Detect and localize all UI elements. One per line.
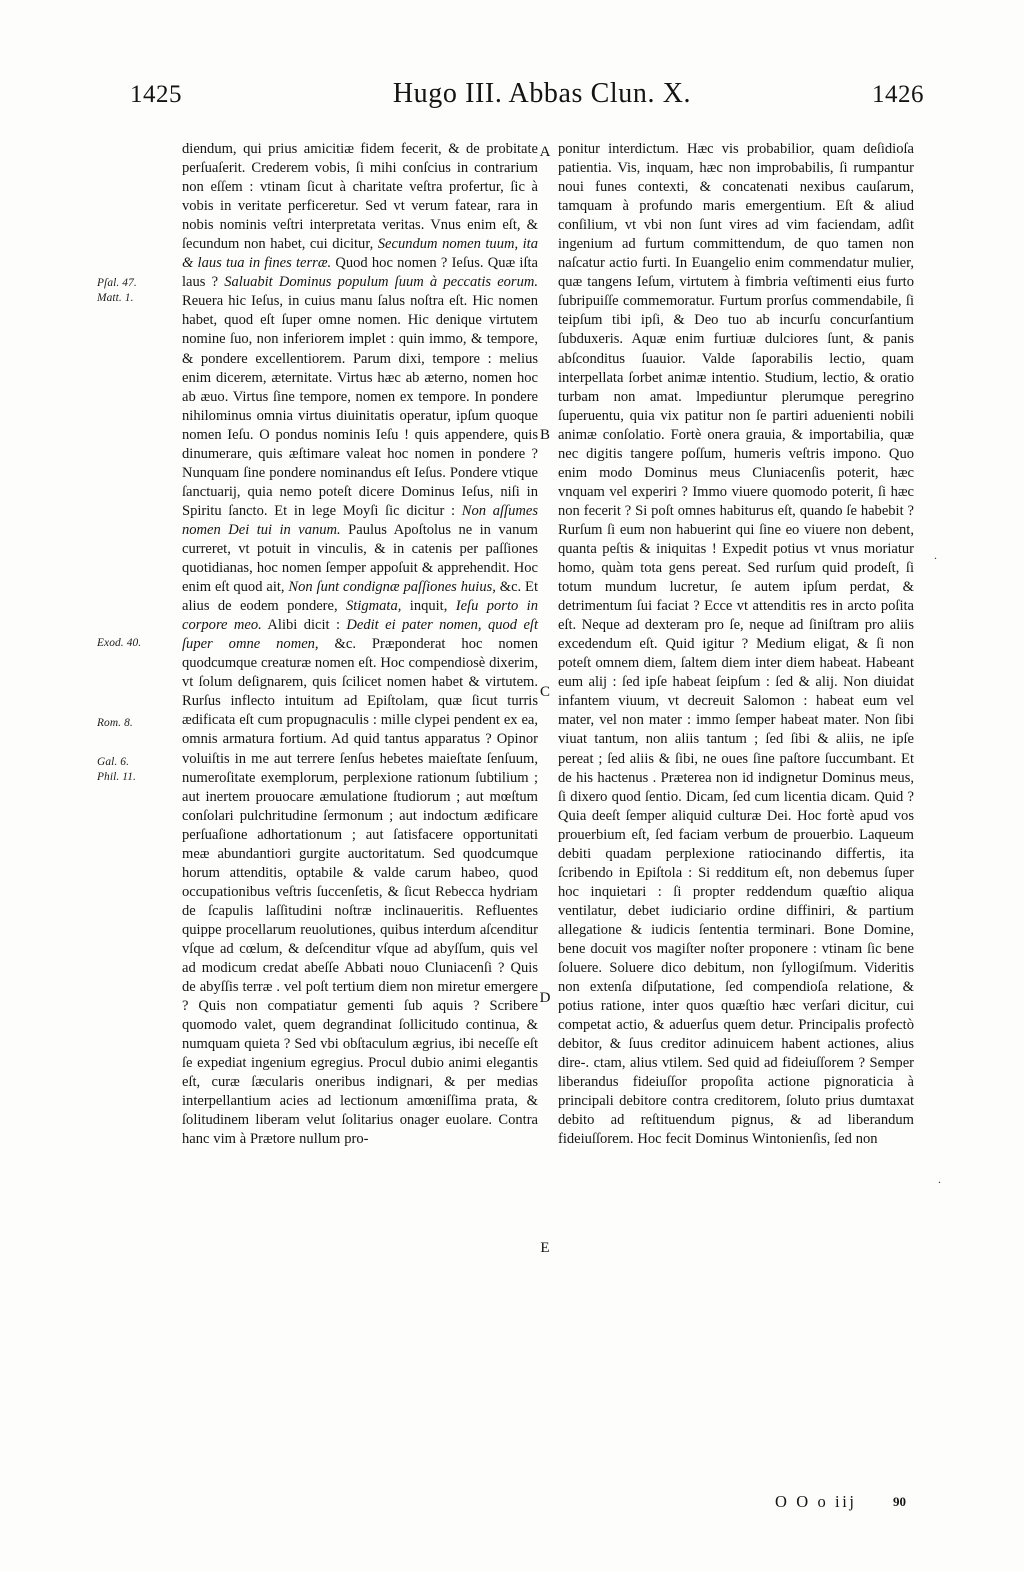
quoted-scripture: Saluabit Dominus populum ſuum à peccatis eorum. (224, 274, 538, 291)
margin-note-line: Gal. 6. (97, 756, 130, 768)
quoted-scripture: Dedit ei pater nomen, quod eſt ſuper omne nomen, (182, 617, 538, 653)
section-letter-a: A (539, 144, 551, 160)
margin-note-line: Exod. 40. (97, 637, 142, 649)
signature-line (0, 1492, 1024, 1514)
signature-page-number: 90 (893, 1494, 906, 1509)
margin-note-gal-6 (97, 755, 183, 784)
running-head (130, 78, 924, 124)
column-left (182, 140, 538, 1149)
column-right-text: ponitur interdictum. Hæc vis probabilior, quam deſidioſa patientia. Vis, inquam, hæc non improbabilis, ſi rumpantur noui funes contexti, & concatenati nexibus cauſarum, tamquam à profundo maris emergentium. Eſt & aliud conſilium, vt vbi non ſunt vires ad vim faciendam, adſit ingenium ad furtum committendum, de quo tamen non naſcatur actio furti. In Euangelio enim commendatur mulier, quæ tangens Ieſum, virtutem à fimbria veſtimenti eius furto ſubripuiſſe commemoratur. Furtum prorſus commendabile, ſi teipſum tibi ipſi, & Deo tuo ab incurſu concurſantium ſubduxeris. Aquæ enim furtiuæ dulciores ſunt, & panis abſconditus ſuauior. Valde ſaporabilis lectio, quam interpellata ſorbet animæ intentio. Studium, lectio, & oratio turbam non amat. lmpediuntur plerumque peregrino ſuperuentu, quia vix patitur non ſe partiri aduenienti nobili animæ conſolatio. Fortè onera grauia, & importabilia, quæ nec digitis tangere poſſum, humeris veſtris impono. Quo enim modo Dominus meus Cluniacenſis poterit, hæc vnquam vel experiri ? Immo viuere quomodo poterit, ſi hæc non fecerit ? Si poſt omnes habiturus eſt, quando ſe habebit ? Rurſum ſi eum non habuerint qui ſine eo viuere non debent, quanta peſtis & iniquitas ! Expedit potius vt vnus moriatur homo, quàm tota gens pereat. Sed rurſum quid prodeſt, ſi totum mundum lucretur, ſe autem ipſum perdat, & detrimentum ſui faciat ? Ecce vt attenditis res in arcto poſita eſt. Neque ad dexteram pro ſe, neque ad ſiniſtram pro aliis excedendum eſt. Quid igitur ? Medium eligat, & ſi non poteſt omnem diem, ſaltem diem inter diem habeat. Habeant eum alij : ſed ipſe habeat ſeipſum : ſed & alij. Non diuidat infantem viuum, vt decreuit Salomon : habeat eum vel mater, vel non mater : immo ſemper habeat mater. Non ſibi viuat tantum, non aliis tantum ; ſed ſibi & aliis, ne ipſe pereat ; ſed aliis & ſibi, ne oues ſine paſtore ſuccumbant. Et de his hactenus . Præterea non id indignetur Dominus meus, ſi dixero quod ſentio. Dicam, ſed cum licentia dicam. Quid ? Quia deeſt ſemper aliquid culturæ Dei. Hoc fortè apud vos prouerbium eſt, ſed faciam verbum de prouerbio. Laqueum debiti quadam perplexione ratiocinando differtis, ita ſcribendo in Epiſtola : Si redditum eſt, non debemus ſuper hoc inquietari : ſi propter reddendum quæſtio aliqua ventilatur, debet iudiciario ordine diffiniri, & partium allegatione & iudicis ſententia terminari. Bone Domine, bene docuit vos magiſter noſter proponere : vtinam ſic bene ſoluere. Soluere dico debitum, non ſyllogiſmum. Videritis non extenſa diſputatione, ſed compendioſa relatione, & potius ratione, inter quos quæſtio hæc verſari dicitur, cui competat actio, & aduerſus quem detur. Principalis profectò debitor, & ſuus creditor adinuicem habent actiones, alius dire-. ctam, alius vtilem. Sed quid ad fideiuſſorem ? Semper liberandus fideiuſſor propoſita actione pignoraticia à principali debitore contra creditorem, ſoluto prius dumtaxat debito ad reſtituendum pignus, & ad liberandum fideiuſſorem. Hoc fecit Dominus Wintonienſis, ſed non (558, 141, 914, 1148)
margin-note-line: Rom. 8. (97, 717, 133, 729)
margin-note-line: Matt. 1. (97, 291, 134, 304)
folio-number-left: 1425 (130, 81, 182, 108)
margin-note-exod-40 (97, 636, 183, 651)
section-letter-d: D (539, 990, 551, 1006)
margin-note-rom-8 (97, 716, 183, 731)
page-title: Hugo III. Abbas Clun. X. (392, 78, 692, 109)
section-letter-c: C (539, 684, 550, 700)
section-letter-e: E (540, 1240, 550, 1256)
quoted-scripture: Non ſunt condignæ paſſiones huius, (288, 579, 496, 596)
quoted-scripture: Non aſſumes nomen Dei tui in vanum. (182, 502, 538, 538)
column-right (558, 140, 914, 1149)
margin-note-line: Phil. 11. (97, 770, 136, 783)
column-left-text: diendum, qui prius amicitiæ fidem fecerit, & de probitate perſuaſerit. Crederem vobis, ſi mihi conſcius in contrarium non eſſem : vtinam ſicut à charitate veſtra profertur, ſic à vobis in veritate perficeretur. Sed vt verum fatear, rara in nobis nominis veſtri interpretata veritas. Vnus enim eſt, & ſecundum non habet, cui dicitur, Secundum nomen tuum, ita & laus tua in fines terræ. Quod hoc nomen ? Ieſus. Quæ iſta laus ? Saluabit Dominus populum ſuum à peccatis eorum. Reuera hic Ieſus, in cuius manu ſalus noſtra eſt. Hic nomen habet, quod eſt ſuper omne nomen. Hic denique virtutem nomine ſuo, non inferiorem implet : quin immo, & tempore, & pondere excellentiorem. Parum dixi, tempore : melius enim dicerem, æternitate. Virtus hæc ab æterno, nomen hoc ab æuo. Virtus ſine tempore, nomen ex tempore. In pondere nihilominus omnia virtus diuinitatis operatur, ipſum quoque nomen Ieſu. O pondus nominis Ieſu ! quis appendere, quis dinumerare, quis æſtimare valeat hoc nomen in pondere ? Nunquam ſine pondere nominandus eſt Ieſus. Pondere vtique ſanctuarij, quia nemo poteſt dicere Dominus Ieſus, niſi in Spiritu ſancto. Et in lege Moyſi ſic dicitur : Non aſſumes nomen Dei tui in vanum. Paulus Apoſtolus ne in vanum curreret, vt potuit in vinculis, & in catenis per paſſiones quotidianas, hoc nomen ſemper appoſuit & apprehendit. Hoc enim eſt quod ait, Non ſunt condignæ paſſiones huius, &c. Et alius de eodem pondere, Stigmata, inquit, Ieſu porto in corpore meo. Alibi dicit : Dedit ei pater nomen, quod eſt ſuper omne nomen, &c. Præponderat hoc nomen quodcumque creaturæ nomen eſt. Hoc compendiosè dixerim, vt ſolum deſignarem, quis ſcilicet nomen habet & virtutem. Rurſus inflecto intuitum ad Epiſtolam, quæ ſicut turris ædificata eſt cum propugnaculis : mille clypei pendent ex ea, omnis armatura fortium. Ad quid tantus apparatus ? Opinor voluiſtis in me aut terrere ſenſus hebetes maieſtate ſenſuum, numeroſitate exemplorum, perplexione rationum ſubtilium ; aut inertem prouocare æmulatione ſtudiorum ; aut mœſtum conſolari pulchritudine ſermonum ; aut indoctum ædificare perſuaſione adhortationum ; aut ſatisfacere opportunitati meæ abundantiori gurgite auctoritatum. Sed quodcumque horum attenditis, optabile & valde carum habeo, quod occupationibus veſtris ſuccenſetis, & ſicut Rebecca hydriam de ſcapulis laſſitudini noſtræ inclinaueritis. Refluentes quippe procellarum reuolutiones, quibus interdum aſcenditur vſque ad cœlum, & deſcenditur vſque ad abyſſum, quis vel ad modicum credat abeſſe Abbati nouo Cluniacenſi ? Quis de abyſſis terræ . vel poſt tertium diem non miretur emergere ? Quis non compatiatur gementi ſub aquis ? Scribere quomodo valet, quem degrandinat ſollicitudo continua, & numquam quieta ? Sed vbi obſtaculum ægrius, ibi neceſſe eſt ſe expediat ingenium egregius. Procul dubio animi elegantis eſt, curæ ſæcularis oneribus indignari, & per medias interpellantium acies ad lectionum amœniſſima prata, & ſolitudinem liberam velut ſolitarius onager euolare. Contra hanc vim à Prætore nullum pro- (182, 141, 538, 1148)
folio-number-right: 1426 (872, 81, 924, 108)
quoted-scripture: Ieſu porto in corpore meo. (182, 598, 538, 634)
margin-note-line: Pſal. 47. (97, 277, 137, 289)
margin-note-psal-47 (97, 276, 183, 305)
edge-speck-lower: . (938, 1172, 941, 1186)
edge-speck-upper: . (934, 548, 937, 562)
section-letter-b: B (539, 427, 550, 443)
signature-mark: O O o iij (775, 1492, 857, 1511)
quoted-scripture: Stigmata, (346, 598, 402, 615)
quoted-scripture: Secundum nomen tuum, ita & laus tua in fines terræ. (182, 236, 538, 272)
